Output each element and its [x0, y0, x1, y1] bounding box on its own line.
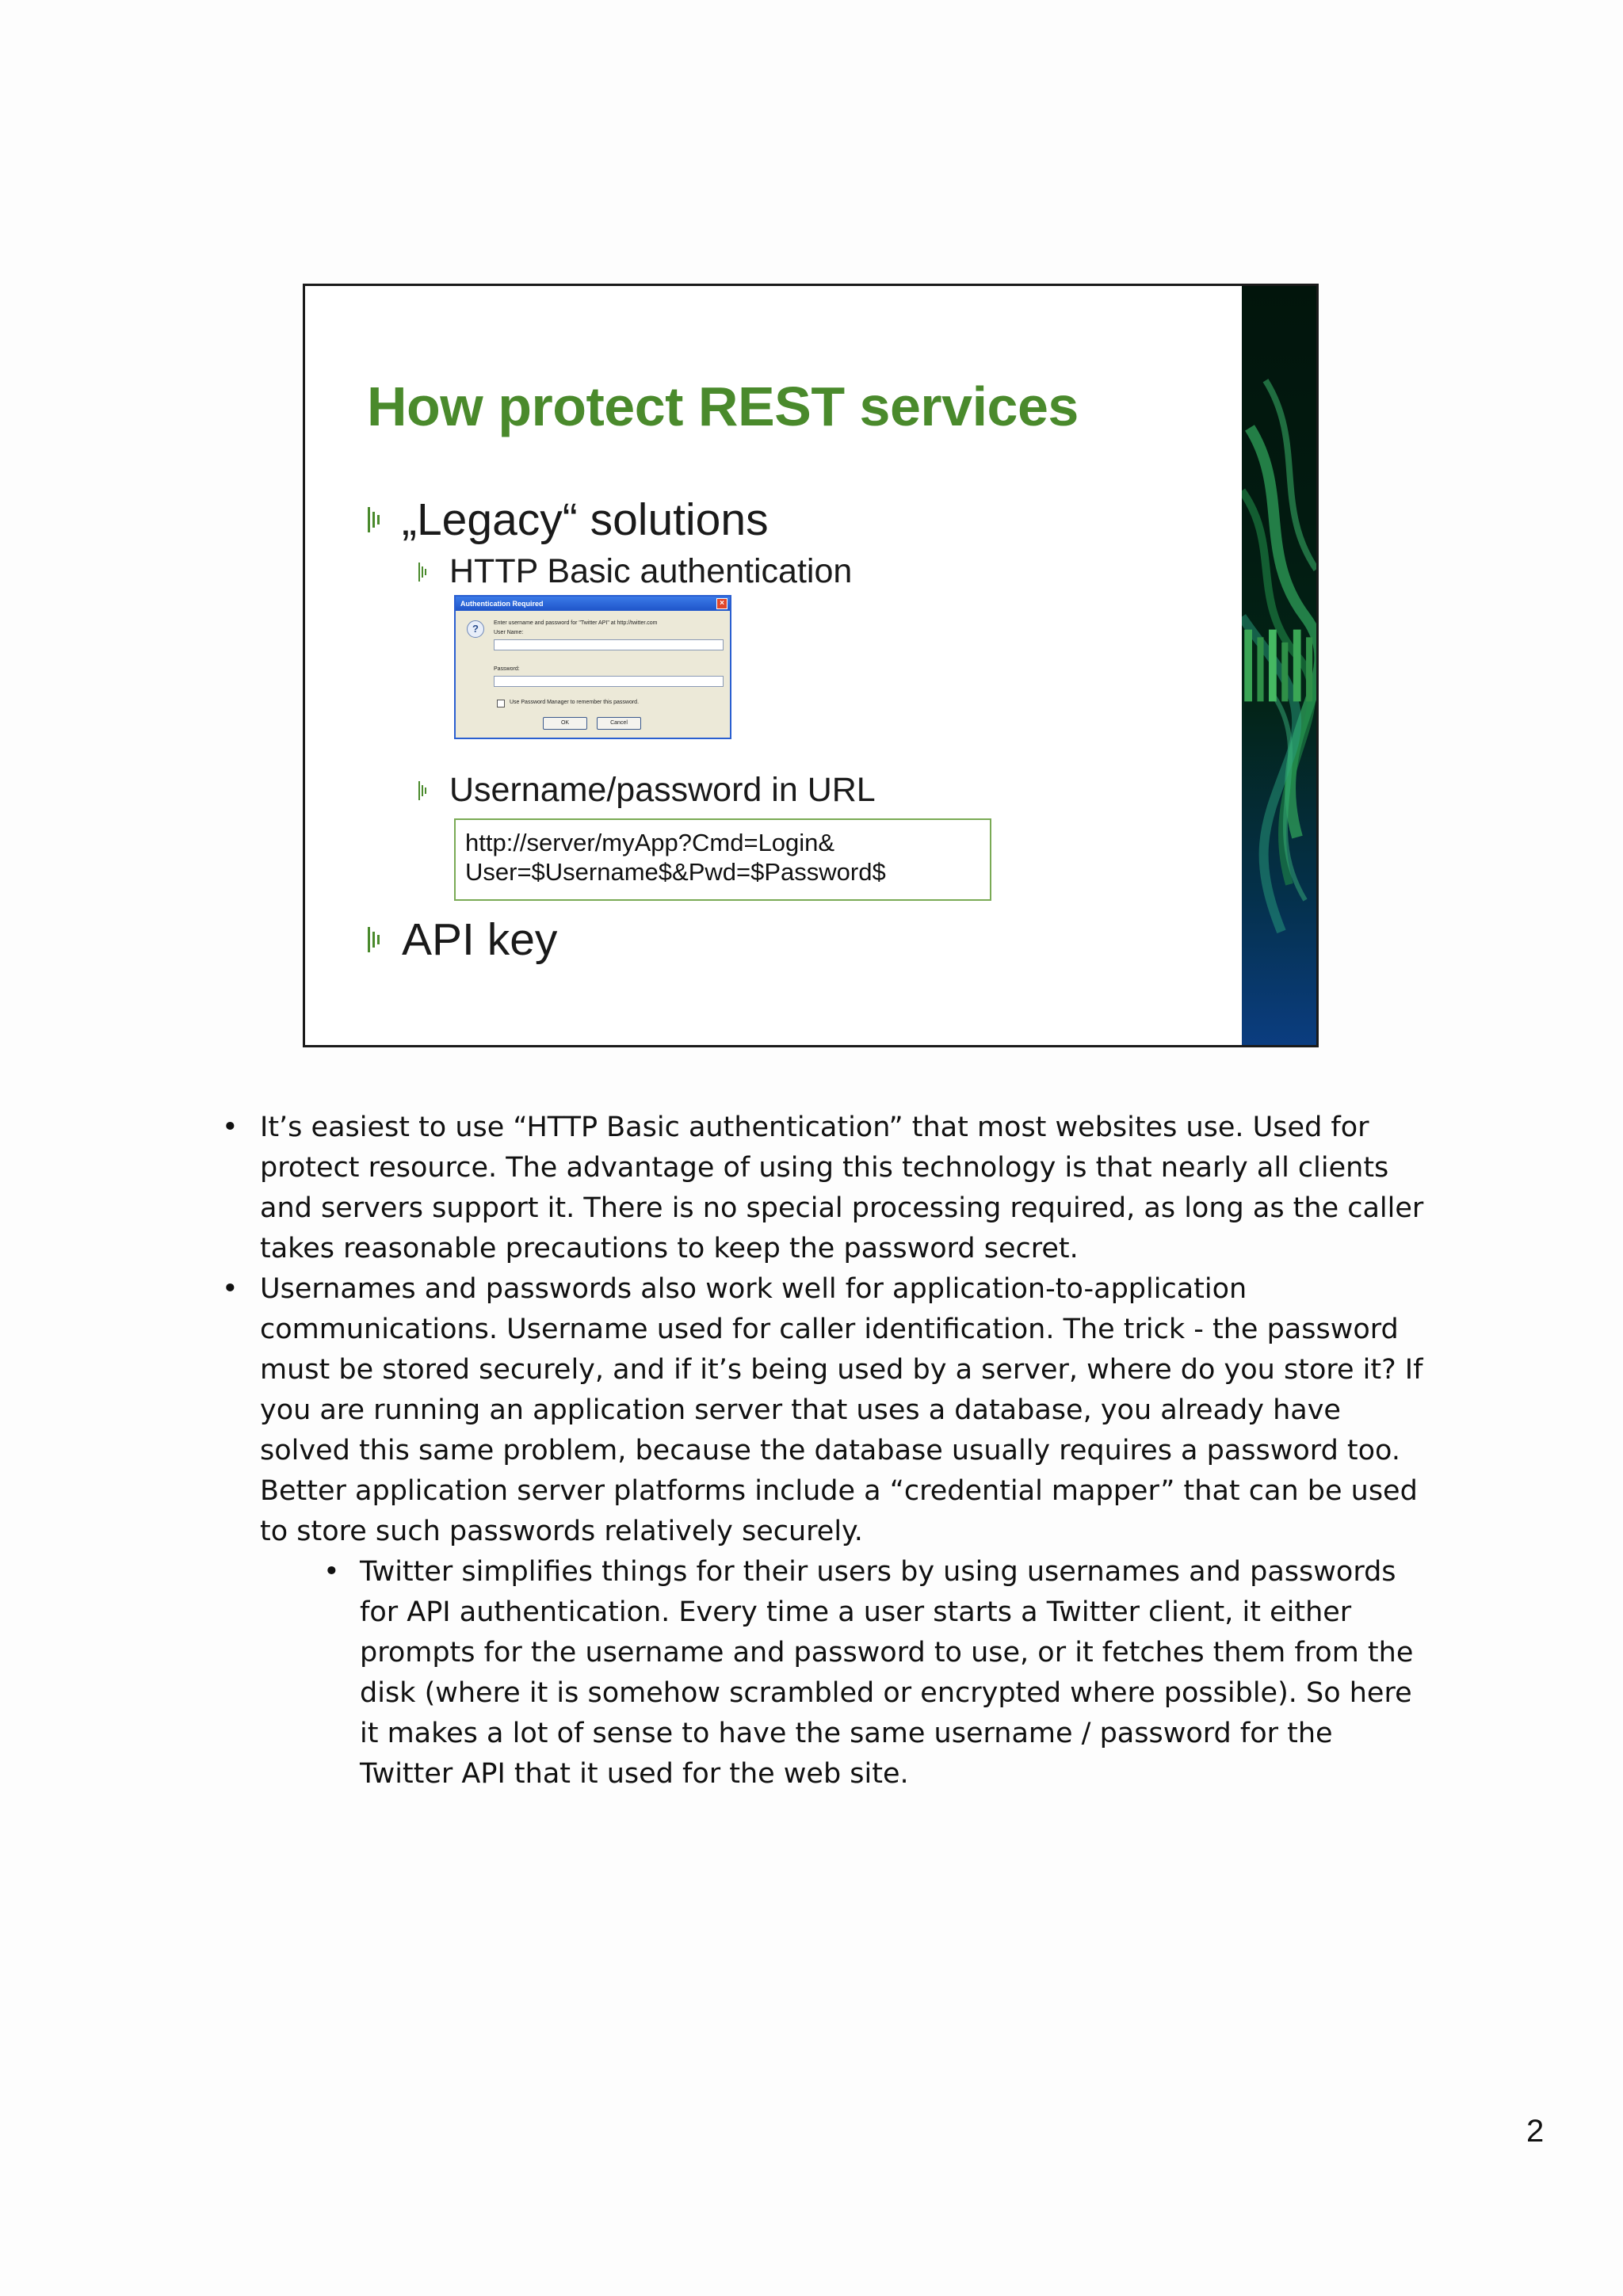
- username-label: User Name:: [494, 630, 524, 635]
- bullet-dot-icon: •: [222, 1273, 239, 1305]
- bullet-url-creds-text: Username/password in URL: [449, 771, 876, 809]
- auth-dialog-screenshot: [454, 595, 731, 739]
- bullet-legacy-text: „Legacy“ solutions: [402, 494, 769, 545]
- note-sub-item: [323, 1552, 1431, 1794]
- slide-thumbnail: [303, 284, 1319, 1047]
- auth-dialog-message: Enter username and password for "Twitter API" at http://twitter.com: [494, 620, 658, 626]
- bullet-api-key: [367, 913, 557, 966]
- bullet-legacy: [367, 494, 769, 546]
- slide-title: How protect REST services: [367, 376, 1079, 437]
- bullet-basic-auth: [418, 552, 852, 591]
- url-example-line1: http://server/myApp?Cmd=Login&: [465, 829, 835, 856]
- username-field: [494, 639, 724, 650]
- url-example-line2: User=$Username$&Pwd=$Password$: [465, 858, 886, 886]
- bullet-bars-icon: [418, 560, 449, 584]
- remember-label: Use Password Manager to remember this password.: [510, 700, 640, 705]
- note-text: Usernames and passwords also work well for application-to-application communications. Username used for caller identification. The trick - the password must be stored securely, and if it’s being used by a server, where do you store it? If you are running an application server that uses a database, you already have solved this same problem, because the database usually requires a password too. Better application server platforms include a “credential mapper” that can be used to store such passwords relatively securely.: [260, 1273, 1423, 1547]
- bullet-api-key-text: API key: [402, 914, 558, 965]
- note-sub-text: Twitter simplifies things for their users by using usernames and passwords for API authentication. Every time a user starts a Twitter client, it either prompts for the username and password to use, or it fetches them from the disk (where it is somehow scrambled or encrypted where possible). So here it makes a lot of sense to have the same username / password for the Twitter API that it used for the web site.: [360, 1556, 1414, 1790]
- auth-dialog-title: Authentication Required: [460, 600, 544, 608]
- url-example-box: [454, 818, 991, 901]
- bullet-dot-icon: •: [222, 1112, 239, 1143]
- logo-icon: [1242, 286, 1316, 1045]
- cancel-button: Cancel: [597, 717, 641, 730]
- bullet-bars-icon: [367, 924, 402, 955]
- note-text: It’s easiest to use “HTTP Basic authentication” that most websites use. Used for protect resource. The advantage of using this technology is that nearly all clients and servers support it. There is no special processing required, as long as the caller takes reasonable precautions to keep the password secret.: [260, 1112, 1424, 1264]
- password-label: Password:: [494, 666, 520, 672]
- speaker-notes: [219, 1108, 1431, 1794]
- note-item: [219, 1108, 1431, 1269]
- page-number: 2: [1526, 2114, 1545, 2149]
- remember-checkbox: [497, 700, 505, 707]
- question-icon: ?: [467, 620, 484, 638]
- close-icon: ×: [716, 598, 727, 609]
- note-item: [219, 1269, 1431, 1552]
- slide-decor-stripe: [1242, 286, 1316, 1045]
- bullet-bars-icon: [418, 779, 449, 803]
- bullet-bars-icon: [367, 504, 402, 536]
- auth-dialog-titlebar: [456, 597, 730, 611]
- bullet-url-creds: [418, 771, 876, 810]
- bullet-basic-auth-text: HTTP Basic authentication: [449, 552, 853, 590]
- bullet-dot-icon: •: [323, 1556, 340, 1588]
- password-field: [494, 676, 724, 687]
- ok-button: OK: [543, 717, 587, 730]
